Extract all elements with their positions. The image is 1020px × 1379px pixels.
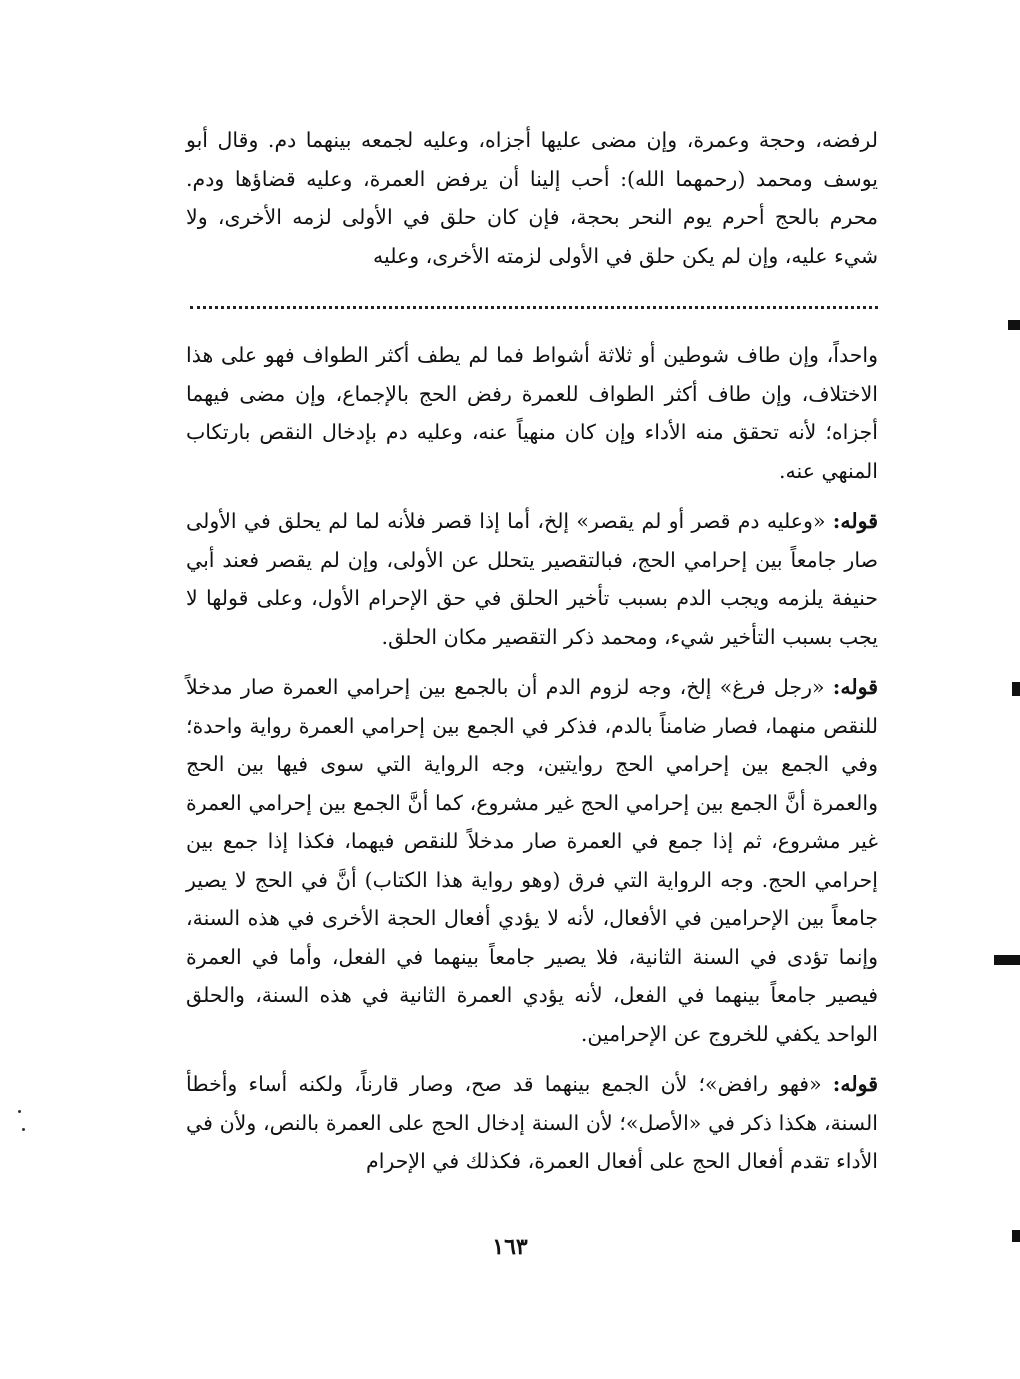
main-text-paragraph: لرفضه، وحجة وعمرة، وإن مضى عليها أجزاه، وعليه لجمعه بينهما دم. وقال أبو يوسف ومحمد (رحمهما الله): أحب إلينا أن يرفض العمرة، وعليه قضاؤها ودم. محرم بالحج أحرم يوم النحر بحجة، فإن كان حلق في الأولى لزمه الأخرى، ولا شيء عليه، وإن لم يكن حلق في الأولى لزمته الأخرى، وعليه (186, 128, 878, 268)
commentary-section (186, 336, 878, 1181)
commentary-text: «فهو رافض»؛ لأن الجمع بينهما قد صح، وصار قارناً، ولكنه أساء وأخطأ السنة، هكذا ذكر في «الأصل»؛ لأن السنة إدخال الحج على العمرة بالنص، ولأن في الأداء تقدم أفعال الحج على أفعال العمرة، فكذلك في الإحرام (186, 1072, 878, 1173)
commentary-paragraph (186, 502, 878, 656)
main-text (186, 121, 878, 275)
commentary-text: «رجل فرغ» إلخ، وجه لزوم الدم أن بالجمع بين إحرامي العمرة صار مدخلاً للنقص منهما، فصار ضامناً بالدم، فذكر في الجمع بين إحرامي العمرة رواية واحدة؛ وفي الجمع بين إحرامي الحج روايتين، وجه الرواية التي سوى فيها بين الحج والعمرة أنَّ الجمع بين إحرامي الحج غير مشروع، كما أنَّ الجمع بين إحرامي العمرة غير مشروع، ثم إذا جمع في العمرة صار مدخلاً للنقص فيهما، فكذا إذا جمع بين إحرامي الحج. وجه الرواية التي فرق (وهو رواية هذا الكتاب) أنَّ في الحج لا يصير جامعاً بين الإحرامين في الأفعال، لأنه لا يؤدي أفعال الحجة الأخرى في هذه السنة، وإنما تؤدى في السنة الثانية، فلا يصير جامعاً بينهما في الفعل، وأما في العمرة فيصير جامعاً بينهما في الفعل، لأنه يؤدي العمرة الثانية في هذه السنة، والحلق الواحد يكفي للخروج عن الإحرامين. (186, 675, 878, 1046)
page-number: ١٦٣ (492, 1234, 528, 1260)
commentary-text: واحداً، وإن طاف شوطين أو ثلاثة أشواط فما لم يطف أكثر الطواف فهو على هذا الاختلاف، وإن طاف أكثر الطواف للعمرة رفض الحج بالإجماع، وإن مضى فيهما أجزاه؛ لأنه تحقق منه الأداء وإن كان منهياً عنه، وعليه دم بإدخال النقص بارتكاب المنهي عنه. (186, 343, 878, 483)
scan-edge-mark (994, 955, 1020, 965)
scan-speck (18, 1110, 21, 1113)
commentary-paragraph (186, 336, 878, 490)
scan-edge-mark (1012, 682, 1020, 696)
scan-edge-mark (1012, 1230, 1020, 1242)
commentary-label: قوله: (832, 509, 878, 533)
scan-speck (22, 1128, 25, 1131)
separator-dotted-line (190, 306, 878, 309)
scan-edge-mark (1008, 320, 1020, 330)
commentary-paragraph (186, 1065, 878, 1181)
commentary-label: قوله: (832, 675, 878, 699)
commentary-label: قوله: (832, 1072, 878, 1096)
commentary-text: «وعليه دم قصر أو لم يقصر» إلخ، أما إذا قصر فلأنه لما لم يحلق في الأولى صار جامعاً بين إحرامي الحج، فبالتقصير يتحلل عن الأولى، وإن لم يقصر فعند أبي حنيفة يلزمه ويجب الدم بسبب تأخير الحلق في حق الإحرام الأول، وعلى قولها لا يجب بسبب التأخير شيء، ومحمد ذكر التقصير مكان الحلق. (186, 509, 878, 649)
commentary-paragraph (186, 668, 878, 1053)
